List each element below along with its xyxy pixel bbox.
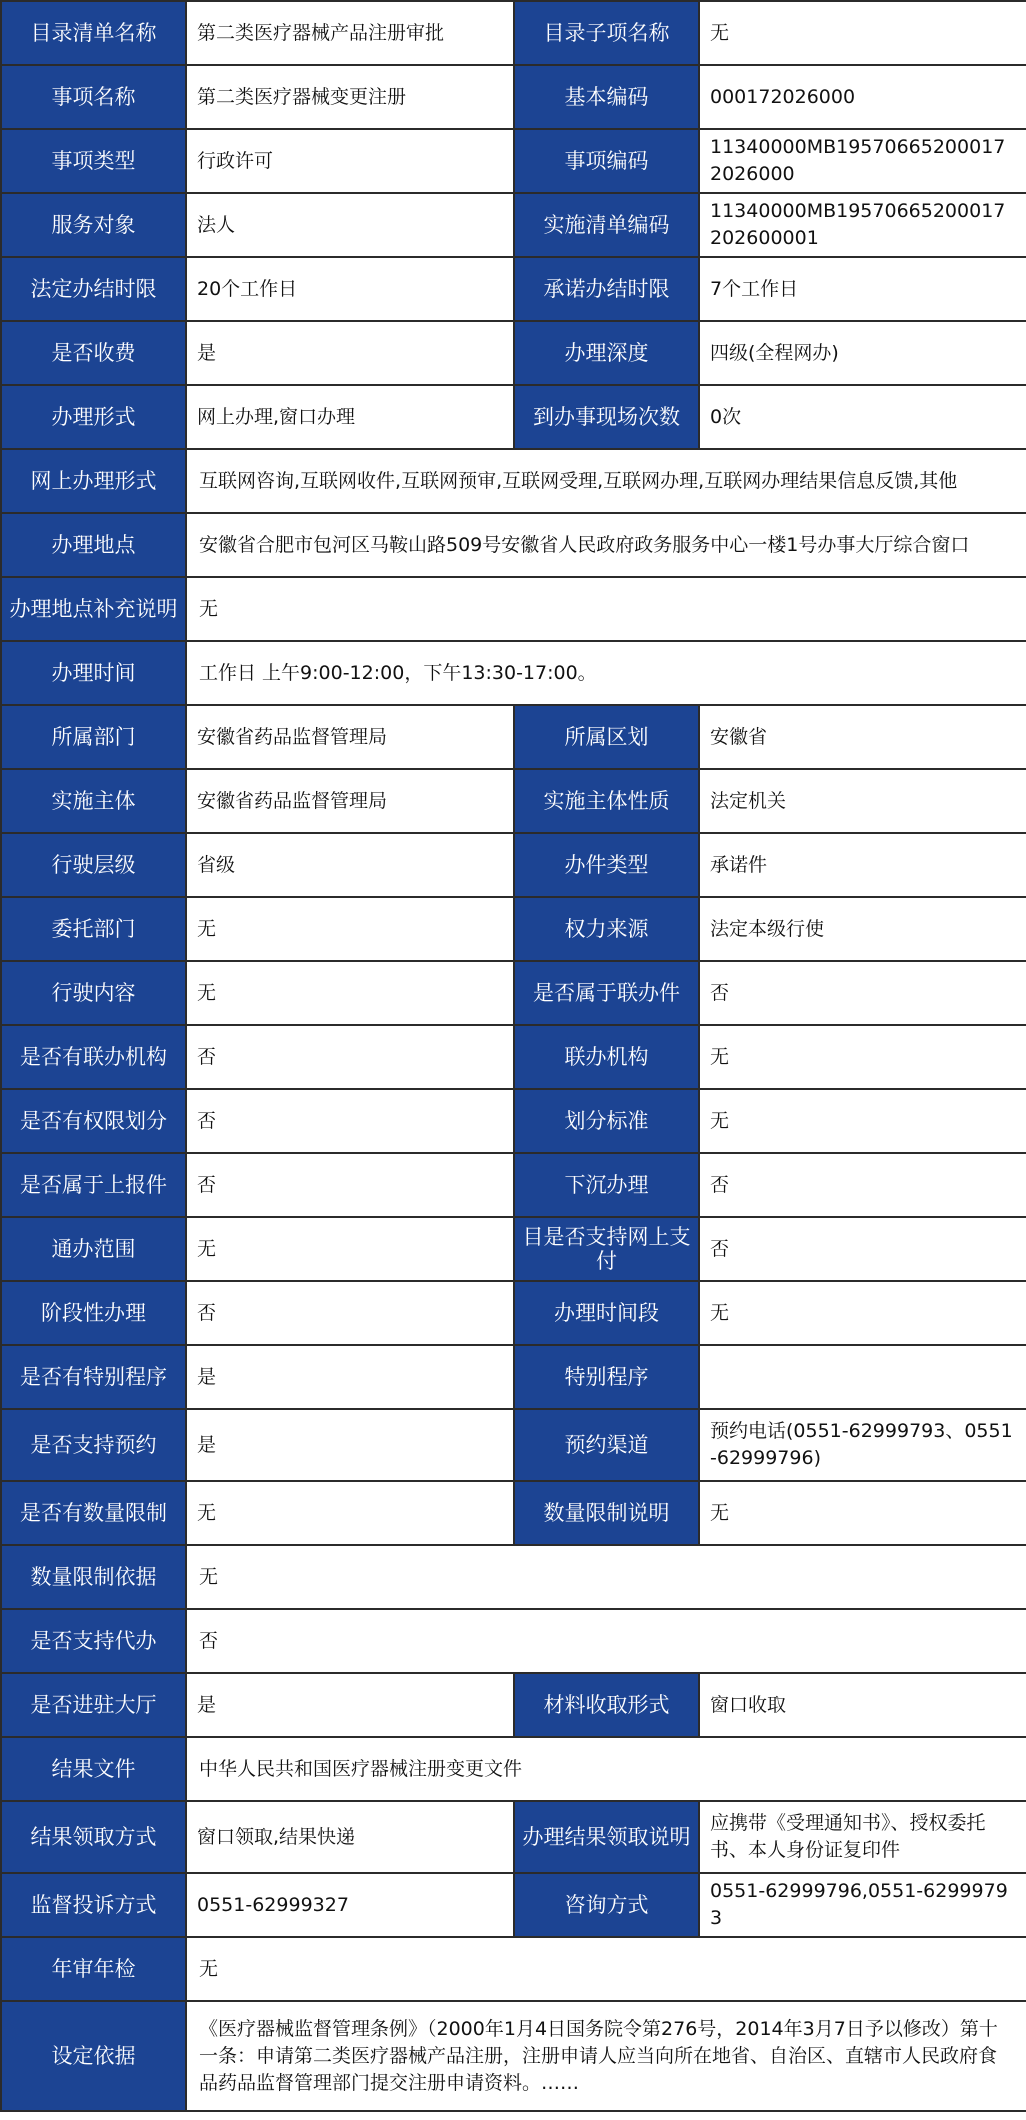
field-value: 行政许可	[186, 129, 514, 193]
field-label: 事项编码	[514, 129, 699, 193]
field-value: 000172026000	[699, 65, 1026, 129]
table-row	[1, 641, 1026, 705]
field-value: 是	[186, 1409, 514, 1481]
field-value: 无	[699, 1, 1026, 65]
field-value: 窗口领取,结果快递	[186, 1801, 514, 1873]
table-row	[1, 705, 1026, 769]
field-value: 0551-62999796,0551-62999793	[699, 1873, 1026, 1937]
field-value: 《医疗器械监督管理条例》（2000年1月4日国务院令第276号，2014年3月7日予以修改）第十一条：申请第二类医疗器械产品注册，注册申请人应当向所在地省、自治区、直辖市人民政府食品药品监督管理部门提交注册申请资料。……	[186, 2001, 1026, 2111]
field-label: 办理形式	[1, 385, 186, 449]
field-label: 办理时间	[1, 641, 186, 705]
field-label: 结果领取方式	[1, 1801, 186, 1873]
field-value: 无	[699, 1281, 1026, 1345]
field-value: 无	[699, 1481, 1026, 1545]
table-row	[1, 1025, 1026, 1089]
field-value: 否	[699, 1153, 1026, 1217]
field-label: 划分标准	[514, 1089, 699, 1153]
field-label: 目是否支持网上支付	[514, 1217, 699, 1281]
field-value: 无	[186, 1937, 1026, 2001]
field-label: 办理时间段	[514, 1281, 699, 1345]
field-label: 所属区划	[514, 705, 699, 769]
field-value: 法人	[186, 193, 514, 257]
field-label: 办理地点补充说明	[1, 577, 186, 641]
field-value: 安徽省药品监督管理局	[186, 769, 514, 833]
field-label: 委托部门	[1, 897, 186, 961]
field-value: 否	[186, 1025, 514, 1089]
field-value: 否	[699, 961, 1026, 1025]
field-value: 四级(全程网办)	[699, 321, 1026, 385]
table-row	[1, 193, 1026, 257]
field-value: 无	[699, 1089, 1026, 1153]
table-row	[1, 321, 1026, 385]
table-row	[1, 129, 1026, 193]
table-row	[1, 1089, 1026, 1153]
field-value	[699, 1345, 1026, 1409]
table-body	[1, 1, 1026, 2111]
table-row	[1, 1937, 1026, 2001]
field-value: 互联网咨询,互联网收件,互联网预审,互联网受理,互联网办理,互联网办理结果信息反馈,其他	[186, 449, 1026, 513]
field-label: 办理地点	[1, 513, 186, 577]
field-value: 无	[186, 1217, 514, 1281]
field-value: 省级	[186, 833, 514, 897]
field-label: 法定办结时限	[1, 257, 186, 321]
field-value: 安徽省	[699, 705, 1026, 769]
table-row	[1, 1481, 1026, 1545]
field-label: 办理结果领取说明	[514, 1801, 699, 1873]
field-label: 实施清单编码	[514, 193, 699, 257]
field-value: 安徽省药品监督管理局	[186, 705, 514, 769]
field-label: 联办机构	[514, 1025, 699, 1089]
table-row	[1, 1281, 1026, 1345]
field-label: 基本编码	[514, 65, 699, 129]
table-row	[1, 1, 1026, 65]
field-value: 否	[699, 1217, 1026, 1281]
table-row	[1, 897, 1026, 961]
table-row	[1, 257, 1026, 321]
field-label: 通办范围	[1, 1217, 186, 1281]
field-value: 无	[699, 1025, 1026, 1089]
field-label: 承诺办结时限	[514, 257, 699, 321]
field-value: 否	[186, 1609, 1026, 1673]
field-value: 无	[186, 1545, 1026, 1609]
field-label: 办理深度	[514, 321, 699, 385]
field-label: 监督投诉方式	[1, 1873, 186, 1937]
field-label: 实施主体	[1, 769, 186, 833]
field-value: 第二类医疗器械变更注册	[186, 65, 514, 129]
table-row	[1, 769, 1026, 833]
field-value: 11340000MB19570665200017202600001	[699, 193, 1026, 257]
field-label: 是否有数量限制	[1, 1481, 186, 1545]
table-row	[1, 1609, 1026, 1673]
field-label: 设定依据	[1, 2001, 186, 2111]
field-label: 实施主体性质	[514, 769, 699, 833]
field-value: 否	[186, 1089, 514, 1153]
field-value: 20个工作日	[186, 257, 514, 321]
field-label: 是否支持代办	[1, 1609, 186, 1673]
field-value: 应携带《受理通知书》、授权委托书、本人身份证复印件	[699, 1801, 1026, 1873]
field-label: 是否有特别程序	[1, 1345, 186, 1409]
field-label: 事项名称	[1, 65, 186, 129]
field-value: 预约电话(0551-62999793、0551-62999796)	[699, 1409, 1026, 1481]
field-value: 法定机关	[699, 769, 1026, 833]
table-row	[1, 513, 1026, 577]
field-value: 第二类医疗器械产品注册审批	[186, 1, 514, 65]
field-label: 服务对象	[1, 193, 186, 257]
field-label: 权力来源	[514, 897, 699, 961]
table-row	[1, 2001, 1026, 2111]
field-label: 目录子项名称	[514, 1, 699, 65]
field-value: 法定本级行使	[699, 897, 1026, 961]
field-label: 材料收取形式	[514, 1673, 699, 1737]
field-value: 窗口收取	[699, 1673, 1026, 1737]
field-label: 数量限制说明	[514, 1481, 699, 1545]
field-label: 行驶层级	[1, 833, 186, 897]
field-value: 是	[186, 1345, 514, 1409]
table-row	[1, 385, 1026, 449]
table-row	[1, 833, 1026, 897]
field-value: 否	[186, 1281, 514, 1345]
table-row	[1, 65, 1026, 129]
field-label: 阶段性办理	[1, 1281, 186, 1345]
field-label: 是否支持预约	[1, 1409, 186, 1481]
field-label: 是否属于联办件	[514, 961, 699, 1025]
table-row	[1, 1345, 1026, 1409]
field-label: 办件类型	[514, 833, 699, 897]
field-label: 年审年检	[1, 1937, 186, 2001]
field-label: 目录清单名称	[1, 1, 186, 65]
field-label: 是否进驻大厅	[1, 1673, 186, 1737]
field-value: 安徽省合肥市包河区马鞍山路509号安徽省人民政府政务服务中心一楼1号办事大厅综合窗口	[186, 513, 1026, 577]
table-row	[1, 961, 1026, 1025]
table-row	[1, 1545, 1026, 1609]
field-label: 所属部门	[1, 705, 186, 769]
table-row	[1, 1409, 1026, 1481]
field-label: 下沉办理	[514, 1153, 699, 1217]
field-value: 中华人民共和国医疗器械注册变更文件	[186, 1737, 1026, 1801]
field-value: 无	[186, 897, 514, 961]
field-label: 数量限制依据	[1, 1545, 186, 1609]
field-label: 事项类型	[1, 129, 186, 193]
field-label: 网上办理形式	[1, 449, 186, 513]
table-row	[1, 577, 1026, 641]
table-row	[1, 1801, 1026, 1873]
field-value: 7个工作日	[699, 257, 1026, 321]
field-label: 是否有权限划分	[1, 1089, 186, 1153]
field-label: 结果文件	[1, 1737, 186, 1801]
field-label: 是否收费	[1, 321, 186, 385]
table-row	[1, 1217, 1026, 1281]
field-value: 工作日 上午9:00-12:00，下午13:30-17:00。	[186, 641, 1026, 705]
table-row	[1, 1737, 1026, 1801]
field-value: 承诺件	[699, 833, 1026, 897]
table-row	[1, 1153, 1026, 1217]
table-row	[1, 449, 1026, 513]
field-value: 无	[186, 961, 514, 1025]
field-label: 是否有联办机构	[1, 1025, 186, 1089]
field-label: 特别程序	[514, 1345, 699, 1409]
field-label: 咨询方式	[514, 1873, 699, 1937]
table-row	[1, 1873, 1026, 1937]
field-value: 11340000MB195706652000172026000	[699, 129, 1026, 193]
field-value: 否	[186, 1153, 514, 1217]
field-value: 网上办理,窗口办理	[186, 385, 514, 449]
field-value: 是	[186, 1673, 514, 1737]
field-value: 0551-62999327	[186, 1873, 514, 1937]
field-label: 到办事现场次数	[514, 385, 699, 449]
field-value: 无	[186, 1481, 514, 1545]
field-value: 0次	[699, 385, 1026, 449]
field-label: 行驶内容	[1, 961, 186, 1025]
field-value: 无	[186, 577, 1026, 641]
field-label: 是否属于上报件	[1, 1153, 186, 1217]
table-row	[1, 1673, 1026, 1737]
field-value: 是	[186, 321, 514, 385]
field-label: 预约渠道	[514, 1409, 699, 1481]
